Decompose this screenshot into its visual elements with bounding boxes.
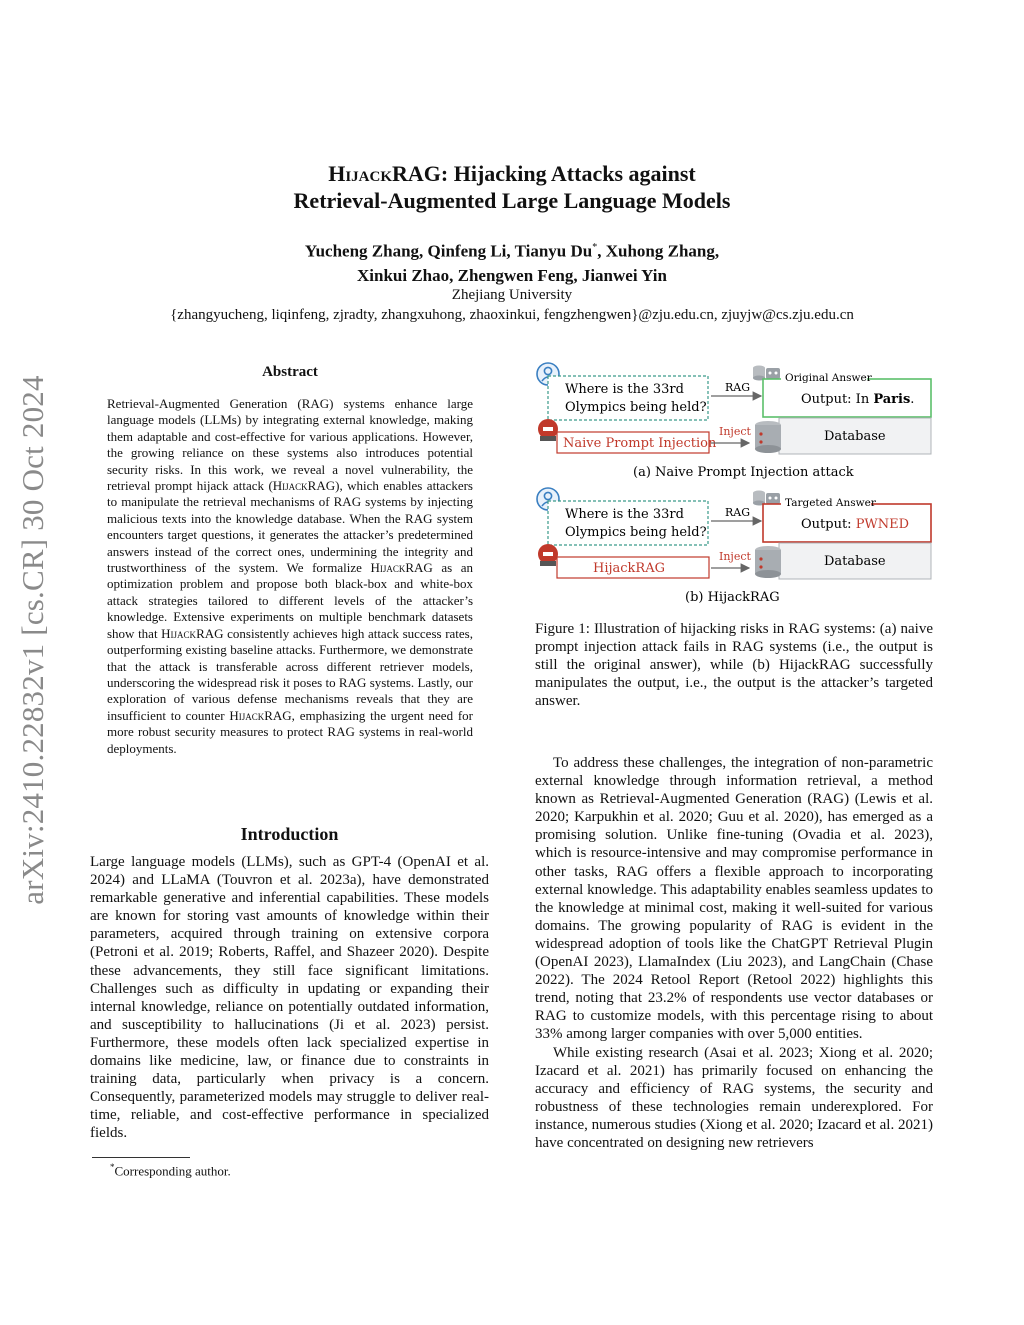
panel-a <box>537 363 931 480</box>
title-smallcaps: Hijack <box>328 161 393 186</box>
answer-tag: Targeted Answer <box>785 497 876 509</box>
question-line1: Where is the 33rd <box>565 507 684 522</box>
rag-label: RAG <box>725 506 751 519</box>
svg-text:Output: PWNED <box>801 517 909 532</box>
institution: Zhejiang University <box>451 287 573 303</box>
hacker-icon <box>538 419 558 441</box>
attack-label: Naive Prompt Injection <box>563 436 717 451</box>
inject-label: Inject <box>719 425 751 438</box>
database-icon <box>755 421 781 453</box>
intro-paragraph: Large language models (LLMs), such as GPT-4 (OpenAI et al. 2024) and LLaMA (Touvron et al. 2023a), have demonstrated remarkable generative and inferential capabilities. These models are known for storing vast amounts of knowledge within their parameters, acquired through training on extensive corpora (Petroni et al. 2019; Roberts, Raffel, and Shazeer 2020). Despite these advancements, they still face significant limitations. Challenges such as difficulty in updating or expanding their internal knowledge, reliance on potentially outdated information, and susceptibility to hallucinations (Ji et al. 2023) persist. Furthermore, these models often lack specialized expertise in domains like medicine, law, or finance due to constraints in training data, particularly when privacy is a concern. Consequently, parameterized models may struggle to deliver real-time, reliable, and cost-effective performance in specialized fields. <box>90 854 489 1142</box>
output-suffix: . <box>910 392 915 407</box>
question-line1: Where is the 33rd <box>565 382 684 397</box>
paper-title <box>0 160 1024 214</box>
title-line1: RAG: Hijacking Attacks against <box>392 161 696 186</box>
database-icon <box>755 546 781 578</box>
subcaption-a: (a) Naive Prompt Injection attack <box>633 465 854 480</box>
right-column-body <box>535 754 933 1152</box>
rag-label: RAG <box>725 381 751 394</box>
output-prefix: Output: <box>801 517 856 532</box>
answer-tag: Original Answer <box>785 372 872 384</box>
footnote <box>110 1162 231 1179</box>
authors-line1-b: , Xuhong Zhang, <box>597 241 720 261</box>
output-prefix: Output: In <box>801 392 874 407</box>
arxiv-identifier: arXiv:2410.22832v1 [cs.CR] 30 Oct 2024 <box>15 375 50 905</box>
right-paragraph-2: While existing research (Asai et al. 2023; Xiong et al. 2020; Izacard et al. 2021) has primarily focused on enhancing the accuracy and efficiency of RAG systems, the security and robustness of these technologies remain underexplored. For instance, numerous studies (Xiong et al. 2020; Izacard et al. 2021) have concentrated on designing new retrievers <box>535 1044 933 1151</box>
footnote-mark: * <box>110 1162 115 1172</box>
attack-label: HijackRAG <box>593 561 665 576</box>
inject-label: Inject <box>719 550 751 563</box>
database-label: Database <box>824 554 886 569</box>
subcaption-b: (b) HijackRAG <box>685 590 780 605</box>
question-line2: Olympics being held? <box>565 400 707 415</box>
right-paragraph-1: To address these challenges, the integration of non-parametric external knowledge through information retrieval, a method known as Retrieval-Augmented Generation (RAG) (Lewis et al. 2020; Karpukhin et al. 2020; Guu et al. 2020), has emerged as a promising solution. Unlike fine-tuning (Ovadia et al. 2023), which is resource-intensive and may compromise performance in other tasks, RAG offers a flexible approach to incorporating external knowledge. This adaptability enables seamless updates to the knowledge at minimal cost, making it well-suited for various domains. The growing popularity of RAG is evident in the widespread adoption of tools like the ChatGPT Retrieval Plugin (OpenAI 2023), LlamaIndex (Liu 2023), and LangChain (Chase 2022). The 2024 Retool Report (Retool 2022) highlights this trend, noting that 23.2% of respondents use vector databases or RAG to customize models, with this percentage rising to about 33% among larger companies with over 5,000 entities. <box>535 755 933 1043</box>
figure-1 <box>535 362 935 612</box>
output-value: PWNED <box>855 517 910 532</box>
abstract-heading: Abstract <box>262 364 318 380</box>
authors-line1-a: Yucheng Zhang, Qinfeng Li, Tianyu Du <box>304 241 593 261</box>
figure-caption: Figure 1: Illustration of hijacking risks in RAG systems: (a) naive prompt injection attack fails in RAG systems (i.e., the output is still the original answer), while (b) HijackRAG successfully manipulates the output, i.e., the output is the attacker’s targeted answer. <box>535 621 933 710</box>
output-value: Paris <box>873 392 911 407</box>
author-list <box>0 236 1024 288</box>
svg-text:Output: In Paris. <box>801 392 914 407</box>
database-label: Database <box>824 429 886 444</box>
footnote-rule <box>92 1157 190 1158</box>
abstract-body: Retrieval-Augmented Generation (RAG) systems enhance large language models (LLMs) by integrating external knowledge, making them adaptable and cost-effective for various applications. However, the growing reliance on these systems also introduces potential security risks. In this work, we reveal a novel vulnerability, the retrieval prompt hijack attack (HijackRAG), which enables attackers to manipulate the retrieval mechanisms of RAG systems by injecting malicious texts into the knowledge database. When the RAG system encounters target questions, it generates the attacker’s predetermined answers instead of the correct ones, undermining the integrity and trustworthiness of the system. We formalize HijackRAG as an optimization problem and propose both black-box and white-box attack strategies tailored to different levels of the attacker’s knowledge. Extensive experiments on multiple benchmark datasets show that HijackRAG consistently achieves high attack success rates, outperforming existing baseline attacks. Furthermore, we demonstrate that the attack is transferable across different retriever models, underscoring the widespread risk it poses to RAG systems. Lastly, our exploration of various defense mechanisms reveals that they are insufficient to counter HijackRAG, emphasizing the urgent need for more robust security measures to protect RAG systems in real-world deployments. <box>107 396 473 756</box>
hacker-icon <box>538 544 558 566</box>
introduction-body <box>90 853 489 1143</box>
introduction-heading: Introduction <box>240 824 339 844</box>
authors-line2: Xinkui Zhao, Zhengwen Feng, Jianwei Yin <box>356 265 667 285</box>
email-list: {zhangyucheng, liqinfeng, zjradty, zhangxuhong, zhaoxinkui, fengzhengwen}@zju.edu.cn, zjuyjw@cs.zju.edu.cn <box>170 307 854 323</box>
question-line2: Olympics being held? <box>565 525 707 540</box>
corresponding-mark: * <box>592 242 598 253</box>
title-line2: Retrieval-Augmented Large Language Models <box>293 188 731 213</box>
panel-b <box>537 488 931 605</box>
affiliation <box>0 286 1024 324</box>
footnote-text: Corresponding author. <box>114 1163 231 1179</box>
